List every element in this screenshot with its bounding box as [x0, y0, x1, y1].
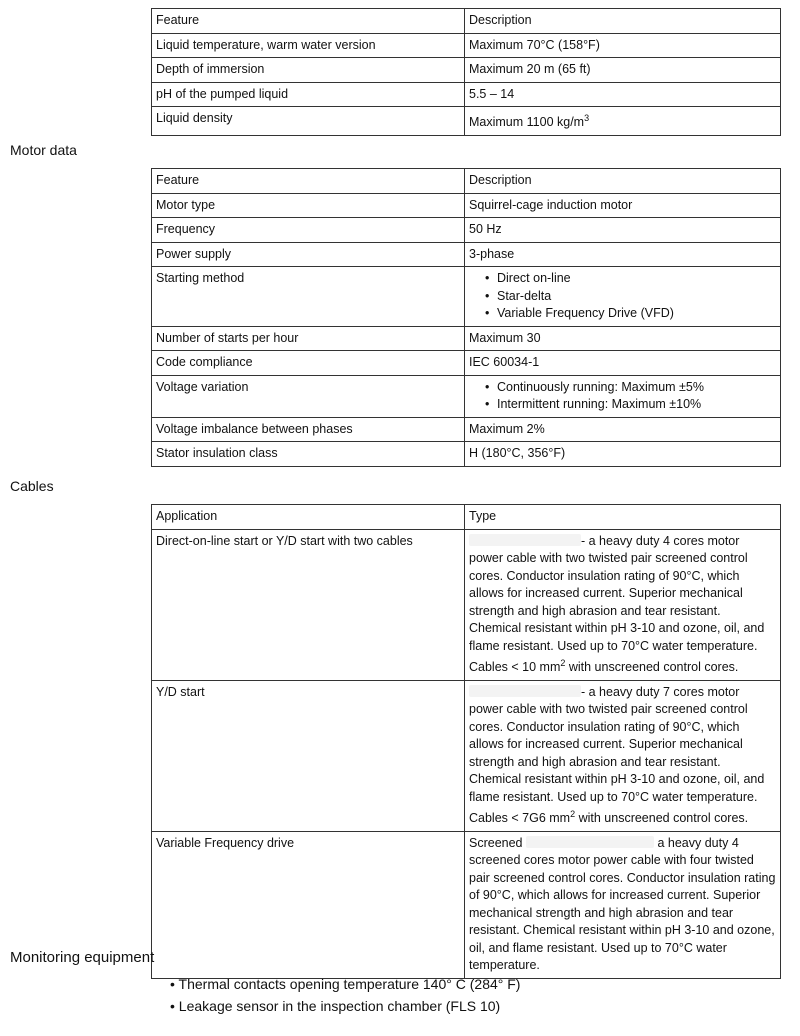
table-row: [152, 351, 781, 376]
cable-description-end: with unscreened control cores.: [575, 811, 749, 826]
table-cell: 3-phase: [465, 242, 781, 267]
list-item: • Direct on-line: [497, 270, 776, 288]
table-row: [152, 58, 781, 83]
table-cell: 50 Hz: [465, 218, 781, 243]
table-cell: Maximum 30: [465, 326, 781, 351]
liquid-table: [151, 8, 781, 136]
table-header-row: [152, 505, 781, 530]
monitoring-list: [170, 973, 520, 1017]
table-row: [152, 193, 781, 218]
header-description: Description: [465, 9, 781, 34]
table-cell: pH of the pumped liquid: [152, 82, 465, 107]
table-row: [152, 107, 781, 136]
cable-description: - a heavy duty 7 cores motor power cable with two twisted pair screened control cores. Conductor insulation rating of 90°C, which allows for increased current. Superior mechanical strength and high abrasion and tear resistant. Chemical resistant within pH 3-10 and ozone, oil, and flame resistant. Used up to 70°C water temperature. Cables < 7G6 mm: [469, 684, 765, 826]
table-row: [152, 529, 781, 680]
table-cell: Motor type: [152, 193, 465, 218]
superscript: 2: [560, 658, 566, 668]
table-cell: Maximum 20 m (65 ft): [465, 58, 781, 83]
cable-prefix: Screened: [469, 835, 523, 850]
table-cell: [465, 529, 781, 680]
table-cell: Liquid density: [152, 107, 465, 136]
table-cell: Squirrel-cage induction motor: [465, 193, 781, 218]
list-item: • Leakage sensor in the inspection chamber (FLS 10): [170, 995, 520, 1017]
list-item: • Intermittent running: Maximum ±10%: [497, 396, 776, 414]
superscript: 3: [584, 113, 590, 123]
table-cell: [465, 267, 781, 327]
header-feature: Feature: [152, 169, 465, 194]
table-cell: Voltage variation: [152, 375, 465, 417]
table-row: [152, 417, 781, 442]
table-cell: Y/D start: [152, 680, 465, 831]
list-item: • Thermal contacts opening temperature 140° C (284° F): [170, 973, 520, 995]
header-description: Description: [465, 169, 781, 194]
cable-description: - a heavy duty 4 cores motor power cable with two twisted pair screened control cores. Conductor insulation rating of 90°C, which allows for increased current. Superior mechanical strength and high abrasion and tear resistant. Chemical resistant within pH 3-10 and ozone, oil, and flame resistant. Used up to 70°C water temperature. Cables < 10 mm: [469, 533, 765, 675]
list-item: • Star-delta: [497, 288, 776, 306]
redacted-text: [469, 534, 581, 546]
voltage-variation-list: [469, 379, 776, 414]
table-cell: Frequency: [152, 218, 465, 243]
header-type: Type: [465, 505, 781, 530]
table-header-row: [152, 9, 781, 34]
table-row: [152, 326, 781, 351]
table-cell: [465, 107, 781, 136]
table-row: [152, 267, 781, 327]
motor-data-table: [151, 168, 781, 467]
density-value: Maximum 1100 kg/m: [469, 115, 585, 130]
table-cell: Power supply: [152, 242, 465, 267]
starting-method-list: [469, 270, 776, 323]
table-row: [152, 831, 781, 978]
section-heading-cables: Cables: [10, 478, 54, 494]
list-item: • Continuously running: Maximum ±5%: [497, 379, 776, 397]
table-row: [152, 218, 781, 243]
table-cell: Liquid temperature, warm water version: [152, 33, 465, 58]
table-cell: Stator insulation class: [152, 442, 465, 467]
section-heading-motor-data: Motor data: [10, 142, 77, 158]
list-item: • Variable Frequency Drive (VFD): [497, 305, 776, 323]
header-application: Application: [152, 505, 465, 530]
table-row: [152, 33, 781, 58]
table-cell: H (180°C, 356°F): [465, 442, 781, 467]
table-row: [152, 375, 781, 417]
section-heading-monitoring: Monitoring equipment: [10, 949, 155, 966]
superscript: 2: [570, 809, 576, 820]
table-cell: Maximum 2%: [465, 417, 781, 442]
table-cell: Voltage imbalance between phases: [152, 417, 465, 442]
table-row: [152, 242, 781, 267]
table-cell: [465, 680, 781, 831]
table-row: [152, 680, 781, 831]
table-header-row: [152, 169, 781, 194]
redacted-text: [526, 836, 654, 848]
cable-description-end: with unscreened control cores.: [565, 660, 739, 675]
table-cell: [465, 375, 781, 417]
cables-table: [151, 504, 781, 979]
header-feature: Feature: [152, 9, 465, 34]
table-cell: Direct-on-line start or Y/D start with two cables: [152, 529, 465, 680]
table-cell: Maximum 70°C (158°F): [465, 33, 781, 58]
table-cell: Code compliance: [152, 351, 465, 376]
table-cell: Starting method: [152, 267, 465, 327]
table-row: [152, 82, 781, 107]
cable-description: a heavy duty 4 screened cores motor power cable with four twisted pair screened control cores. Conductor insulation rating of 90°C, which allows for increased current. Superior mechanical strength and high abrasion and tear resistant. Chemical resistant within pH 3-10 and ozone, oil, and flame resistant. Used up to 70°C water temperature.: [469, 835, 776, 973]
redacted-text: [469, 685, 581, 697]
table-cell: Number of starts per hour: [152, 326, 465, 351]
table-row: [152, 442, 781, 467]
table-cell: IEC 60034-1: [465, 351, 781, 376]
table-cell: Variable Frequency drive: [152, 831, 465, 978]
table-cell: 5.5 – 14: [465, 82, 781, 107]
table-cell: Depth of immersion: [152, 58, 465, 83]
table-cell: [465, 831, 781, 978]
